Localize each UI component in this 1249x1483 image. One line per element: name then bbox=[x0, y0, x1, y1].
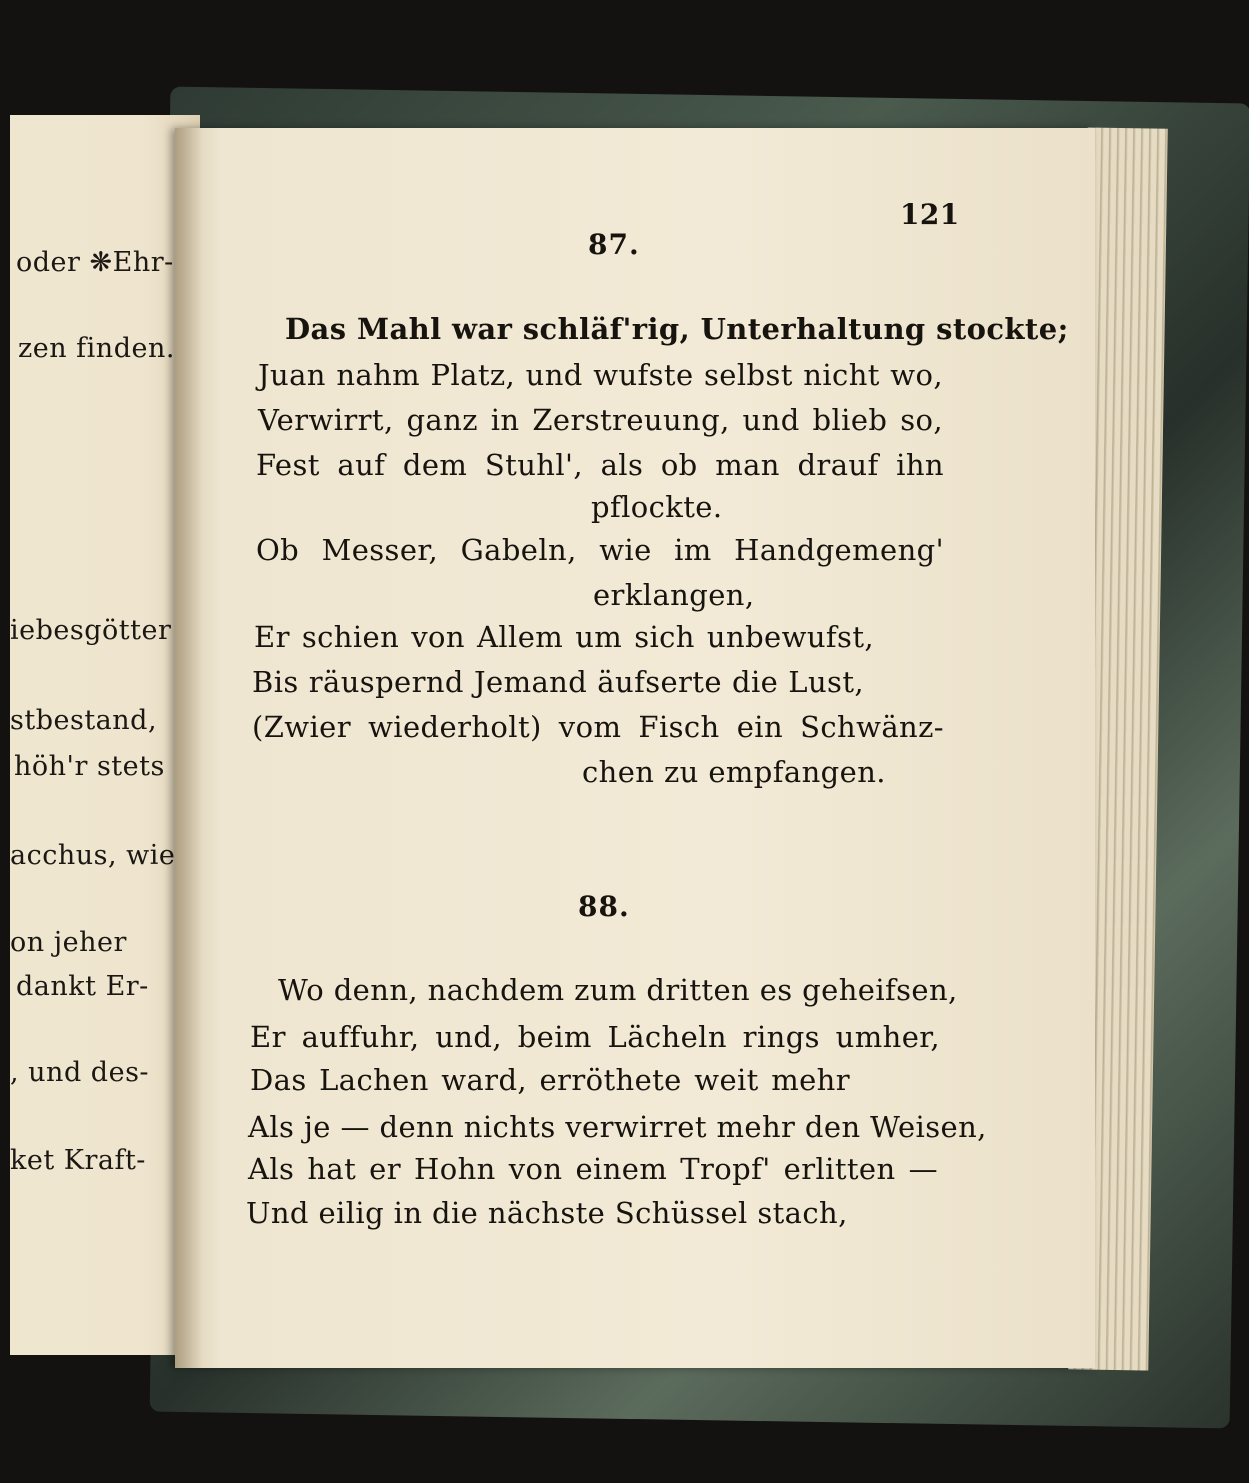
verse-line: Er auffuhr, und, beim Lächeln rings umher, bbox=[250, 1020, 940, 1054]
stanza-number: 87. bbox=[588, 228, 640, 261]
verse-line: Ob Messer, Gabeln, wie im Handgemeng' bbox=[256, 533, 944, 567]
verse-line: erklangen, bbox=[593, 578, 755, 612]
verse-line: Das Mahl war schläf'rig, Unterhaltung stockte; bbox=[285, 312, 1069, 346]
verse-line: Wo denn, nachdem zum dritten es geheifsen, bbox=[278, 973, 958, 1007]
left-line: zen finden. bbox=[18, 333, 175, 364]
stanza-number: 88. bbox=[578, 890, 630, 923]
verse-line: Er schien von Allem um sich unbewufst, bbox=[254, 620, 874, 654]
verse-line: Bis räuspernd Jemand äufserte die Lust, bbox=[252, 665, 864, 699]
left-line: stbestand, bbox=[10, 705, 158, 736]
verse-line: Fest auf dem Stuhl', als ob man drauf ihn bbox=[256, 448, 944, 482]
left-line: dankt Er- bbox=[16, 971, 149, 1002]
verse-line: Als hat er Hohn von einem Tropf' erlitten — bbox=[248, 1152, 938, 1186]
verse-line: Als je — denn nichts verwirret mehr den Weisen, bbox=[248, 1110, 987, 1144]
verse-line: Juan nahm Platz, und wufste selbst nicht wo, bbox=[258, 358, 943, 392]
page-number: 121 bbox=[900, 198, 960, 231]
verse-line: chen zu empfangen. bbox=[582, 755, 886, 789]
left-line: oder ❋Ehr- bbox=[16, 247, 174, 278]
left-line: iebesgötter bbox=[10, 615, 172, 646]
verse-line: pflockte. bbox=[591, 490, 723, 524]
verse-line: Das Lachen ward, erröthete weit mehr bbox=[250, 1063, 850, 1097]
left-line: acchus, wie bbox=[10, 840, 176, 871]
verse-line: (Zwier wiederholt) vom Fisch ein Schwänz- bbox=[252, 710, 944, 744]
left-line: , und des- bbox=[10, 1057, 150, 1088]
verse-line: Verwirrt, ganz in Zerstreuung, und blieb so, bbox=[258, 403, 943, 437]
verse-line: Und eilig in die nächste Schüssel stach, bbox=[246, 1196, 848, 1230]
left-line: ket Kraft- bbox=[10, 1145, 146, 1176]
left-line: höh'r stets bbox=[14, 751, 165, 782]
left-line: on jeher bbox=[10, 927, 127, 958]
